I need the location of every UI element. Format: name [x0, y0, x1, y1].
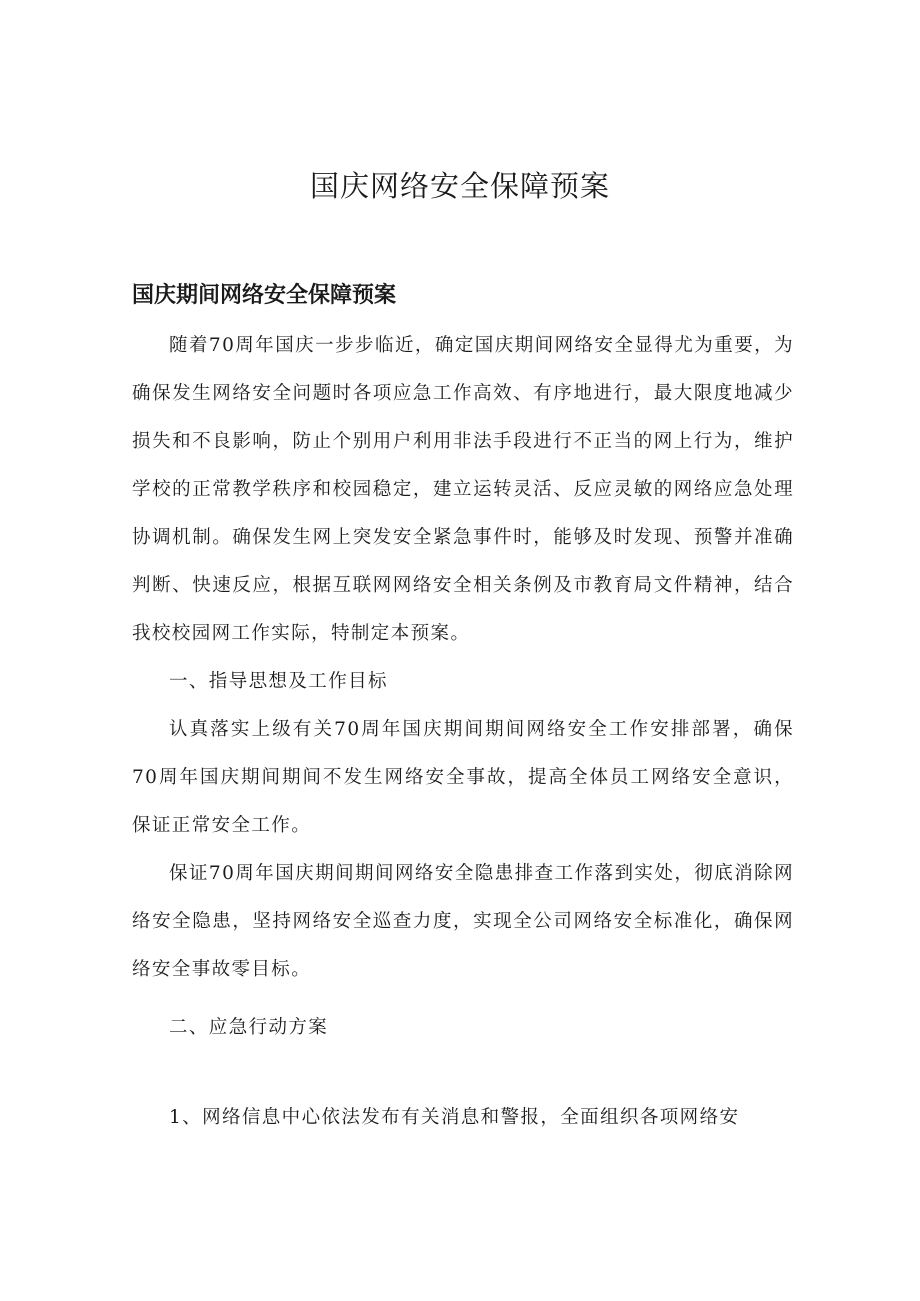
document-title: 国庆网络安全保障预案 [309, 169, 610, 203]
document-subtitle: 国庆期间网络安全保障预案 [132, 283, 397, 308]
section-heading-emergency-plan: 二、应急行动方案 [169, 1017, 329, 1038]
paragraph-implementation: 认真落实上级有关70周年国庆期间期间网络安全工作安排部署，确保70周年国庆期间期间不发生网络安全事故，提高全体员工网络安全意识，保证正常安全工作。 [132, 719, 794, 836]
paragraph-hazard-investigation: 保证70周年国庆期间期间网络安全隐患排查工作落到实处，彻底消除网络安全隐患，坚持网络安全巡查力度，实现全公司网络安全标准化，确保网络安全事故零目标。 [132, 863, 794, 980]
list-item-1: 1、网络信息中心依法发布有关消息和警报，全面组织各项网络安 [169, 1107, 740, 1128]
section-heading-guiding-principles: 一、指导思想及工作目标 [169, 671, 388, 692]
intro-paragraph: 随着70周年国庆一步步临近，确定国庆期间网络安全显得尤为重要，为确保发生网络安全问题时各项应急工作高效、有序地进行，最大限度地减少损失和不良影响，防止个别用户利用非法手段进行不正当的网上行为，维护学校的正常教学秩序和校园稳定，建立运转灵活、反应灵敏的网络应急处理协调机制。确保发生网上突发安全紧急事件时，能够及时发现、预警并准确判断、快速反应，根据互联网网络安全相关条例及市教育局文件精神，结合我校校园网工作实际，特制定本预案。 [132, 335, 794, 644]
